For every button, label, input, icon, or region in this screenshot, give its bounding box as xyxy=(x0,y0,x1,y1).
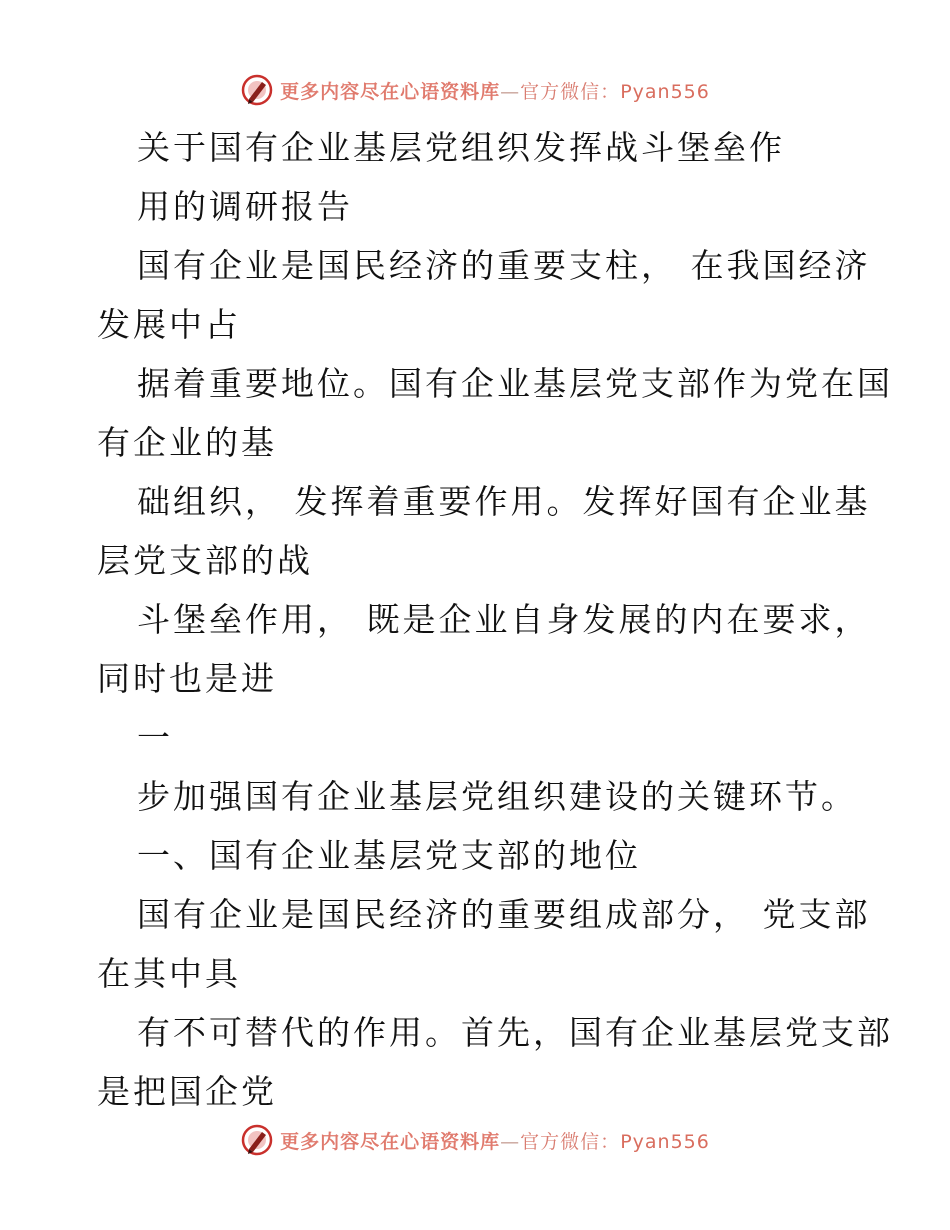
footer-wechat-label: 官方微信： xyxy=(520,1130,621,1153)
text-line: 据着重要地位。国有企业基层党支部作为党在国 xyxy=(137,364,893,403)
footer-banner-inner xyxy=(240,1123,710,1157)
header-wechat-id: Pyan556 xyxy=(620,80,710,103)
header-banner-text xyxy=(280,77,710,104)
text-line: 有企业的基 xyxy=(97,423,277,462)
footer-banner-text xyxy=(280,1127,710,1154)
text-line: 础组织， 发挥着重要作用。发挥好国有企业基 xyxy=(137,482,871,521)
text-line: 斗堡垒作用， 既是企业自身发展的内在要求， xyxy=(137,600,871,639)
footer-banner xyxy=(0,1120,950,1160)
text-line: 发展中占 xyxy=(97,305,241,344)
text-line: 层党支部的战 xyxy=(97,541,313,580)
header-brand: 更多内容尽在心语资料库 xyxy=(280,80,501,103)
header-dash: — xyxy=(500,80,521,103)
footer-dash: — xyxy=(500,1130,521,1153)
text-line: 步加强国有企业基层党组织建设的关键环节。 xyxy=(137,777,857,816)
text-line: 同时也是进 xyxy=(97,659,277,698)
text-line: 用的调研报告 xyxy=(137,187,353,226)
text-line: 有不可替代的作用。首先，国有企业基层党支部 xyxy=(137,1013,893,1052)
header-wechat-label: 官方微信： xyxy=(520,80,621,103)
text-line: 在其中具 xyxy=(97,954,241,993)
document-body xyxy=(97,118,893,1121)
pen-logo-icon xyxy=(240,1123,274,1157)
pen-logo-icon xyxy=(240,73,274,107)
section-heading: 一、国有企业基层党支部的地位 xyxy=(137,836,641,875)
footer-wechat-id: Pyan556 xyxy=(620,1130,710,1153)
header-banner xyxy=(0,70,950,110)
text-line: 关于国有企业基层党组织发挥战斗堡垒作 xyxy=(137,128,785,167)
text-line: 是把国企党 xyxy=(97,1072,277,1111)
text-line: 国有企业是国民经济的重要组成部分， 党支部 xyxy=(137,895,871,934)
header-banner-inner xyxy=(240,73,710,107)
footer-brand: 更多内容尽在心语资料库 xyxy=(280,1130,501,1153)
text-line: 国有企业是国民经济的重要支柱， 在我国经济 xyxy=(137,246,871,285)
text-line: 一 xyxy=(137,718,173,757)
